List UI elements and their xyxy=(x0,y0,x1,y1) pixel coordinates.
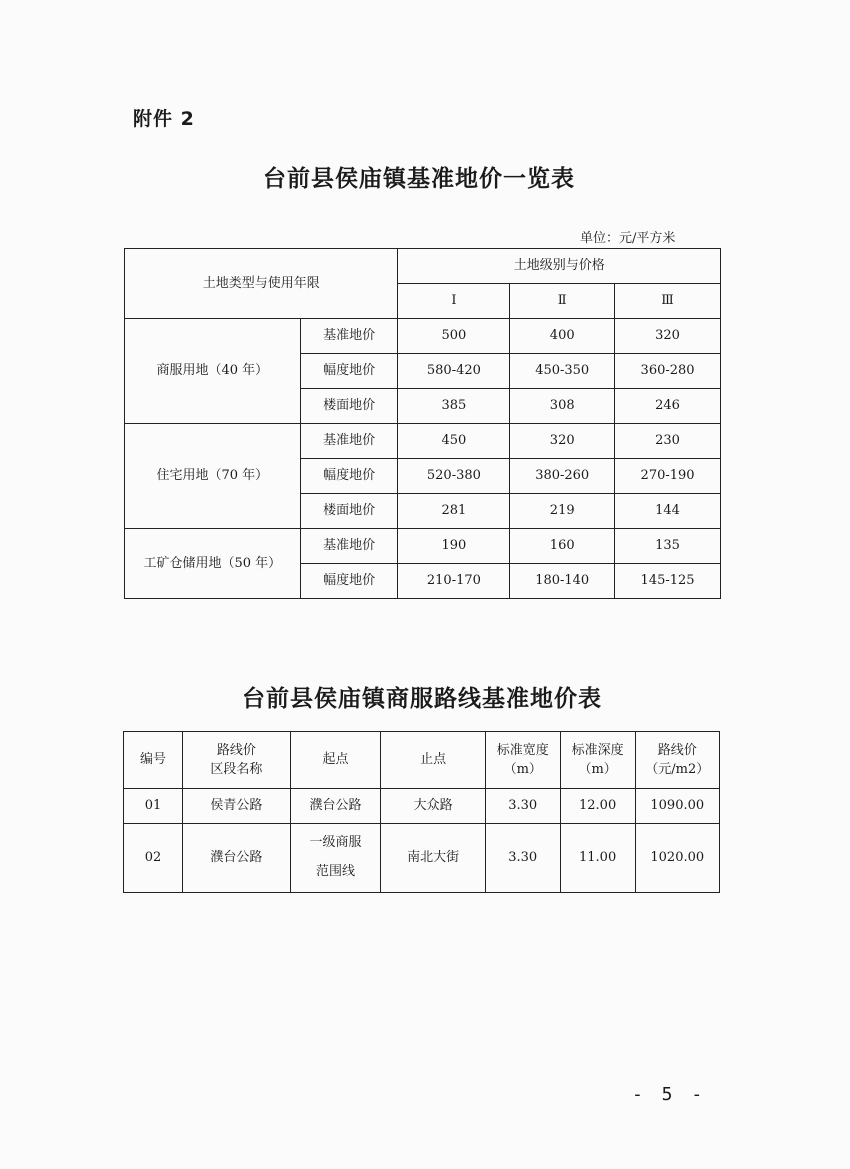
table-row xyxy=(125,424,721,459)
row-start: 濮台公路 xyxy=(290,789,381,824)
price-cell: 500 xyxy=(398,319,510,354)
attachment-label: 附件 2 xyxy=(133,108,195,130)
price-item-cell: 基准地价 xyxy=(300,529,398,564)
price-cell: 180-140 xyxy=(510,564,615,599)
header-start: 起点 xyxy=(290,732,381,789)
price-cell: 210-170 xyxy=(398,564,510,599)
price-cell: 450 xyxy=(398,424,510,459)
header-price xyxy=(635,732,719,789)
price-cell: 320 xyxy=(510,424,615,459)
row-depth: 12.00 xyxy=(560,789,635,824)
row-name: 濮台公路 xyxy=(183,824,291,893)
row-price: 1020.00 xyxy=(635,824,719,893)
price-cell: 580-420 xyxy=(398,354,510,389)
header-depth xyxy=(560,732,635,789)
table-row xyxy=(125,319,721,354)
land-type-cell: 商服用地（40 年） xyxy=(125,319,301,424)
page-number: - 5 - xyxy=(632,1084,707,1105)
price-item-cell: 楼面地价 xyxy=(300,389,398,424)
header-depth-line1: 标准深度 xyxy=(571,742,624,758)
grade-header: Ⅲ xyxy=(615,284,721,319)
price-cell: 160 xyxy=(510,529,615,564)
benchmark-land-price-table xyxy=(124,248,721,599)
row-depth: 11.00 xyxy=(560,824,635,893)
price-cell: 281 xyxy=(398,494,510,529)
price-cell: 219 xyxy=(510,494,615,529)
row-start-line2: 范围线 xyxy=(316,864,356,879)
header-segment-line1: 路线价 xyxy=(216,742,256,758)
price-cell: 320 xyxy=(615,319,721,354)
table-row xyxy=(124,789,720,824)
land-type-cell: 工矿仓储用地（50 年） xyxy=(125,529,301,599)
price-cell: 520-380 xyxy=(398,459,510,494)
row-width: 3.30 xyxy=(485,824,560,893)
price-cell: 230 xyxy=(615,424,721,459)
price-item-cell: 幅度地价 xyxy=(300,564,398,599)
row-price: 1090.00 xyxy=(635,789,719,824)
price-cell: 360-280 xyxy=(615,354,721,389)
header-price-line2: （元/m2） xyxy=(645,762,710,777)
header-segment-line2: 区段名称 xyxy=(210,762,263,777)
price-cell: 450-350 xyxy=(510,354,615,389)
table-row xyxy=(125,529,721,564)
header-land-grade: 土地级别与价格 xyxy=(398,249,721,284)
land-type-cell: 住宅用地（70 年） xyxy=(125,424,301,529)
row-no: 01 xyxy=(124,789,183,824)
row-name: 侯青公路 xyxy=(183,789,291,824)
row-start-line1: 一级商服 xyxy=(309,835,362,851)
price-item-cell: 基准地价 xyxy=(300,319,398,354)
grade-header: Ⅱ xyxy=(510,284,615,319)
header-land-type: 土地类型与使用年限 xyxy=(125,249,398,319)
header-width-line1: 标准宽度 xyxy=(496,742,549,758)
price-cell: 270-190 xyxy=(615,459,721,494)
route-price-table xyxy=(123,731,720,893)
header-width xyxy=(485,732,560,789)
row-end: 大众路 xyxy=(381,789,485,824)
row-width: 3.30 xyxy=(485,789,560,824)
table-row xyxy=(124,824,720,893)
price-item-cell: 楼面地价 xyxy=(300,494,398,529)
price-cell: 135 xyxy=(615,529,721,564)
header-depth-line2: （m） xyxy=(578,762,617,777)
grade-header: Ⅰ xyxy=(398,284,510,319)
price-cell: 385 xyxy=(398,389,510,424)
unit-label: 单位：元/平方米 xyxy=(580,231,676,246)
price-cell: 190 xyxy=(398,529,510,564)
price-cell: 144 xyxy=(615,494,721,529)
table1-title: 台前县侯庙镇基准地价一览表 xyxy=(263,165,575,192)
price-cell: 145-125 xyxy=(615,564,721,599)
price-item-cell: 幅度地价 xyxy=(300,354,398,389)
table2-title: 台前县侯庙镇商服路线基准地价表 xyxy=(242,685,602,712)
price-cell: 400 xyxy=(510,319,615,354)
price-item-cell: 幅度地价 xyxy=(300,459,398,494)
price-cell: 308 xyxy=(510,389,615,424)
header-end: 止点 xyxy=(381,732,485,789)
price-cell: 380-260 xyxy=(510,459,615,494)
row-no: 02 xyxy=(124,824,183,893)
header-no: 编号 xyxy=(124,732,183,789)
row-end: 南北大街 xyxy=(381,824,485,893)
header-segment xyxy=(183,732,291,789)
price-cell: 246 xyxy=(615,389,721,424)
header-width-line2: （m） xyxy=(503,762,542,777)
header-price-line1: 路线价 xyxy=(657,742,697,758)
row-start xyxy=(290,824,381,893)
price-item-cell: 基准地价 xyxy=(300,424,398,459)
